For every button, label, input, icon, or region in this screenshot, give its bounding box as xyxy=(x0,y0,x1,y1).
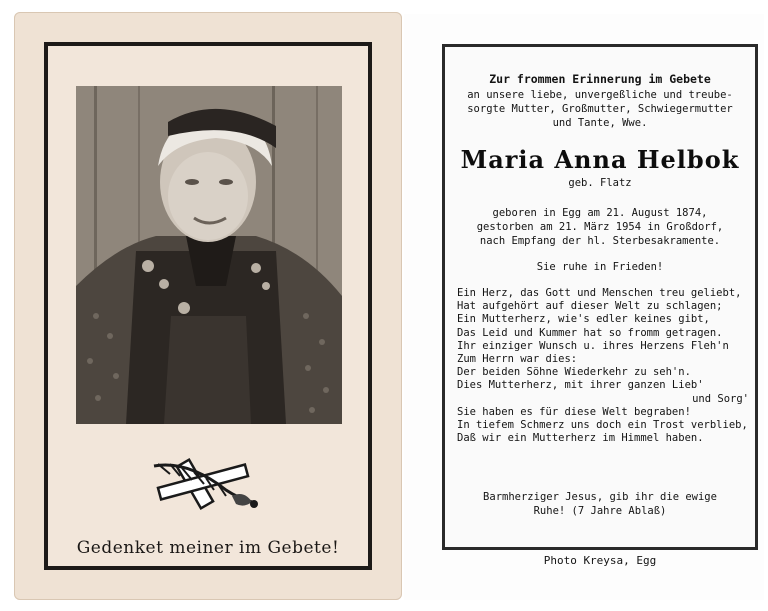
photo-credit: Photo Kreysa, Egg xyxy=(543,554,657,567)
front-caption: Gedenket meiner im Gebete! xyxy=(76,538,340,558)
poem-line: Ein Mutterherz, wie's edler keines gibt, xyxy=(457,313,710,326)
intro-line-1: Zur frommen Erinnerung im Gebete xyxy=(489,72,711,86)
poem-line: und Sorg' xyxy=(692,392,749,405)
maiden-name: geb. Flatz xyxy=(568,177,632,189)
poem-line: Das Leid und Kummer hat so fromm getragen. xyxy=(457,326,723,339)
birth-line: geboren in Egg am 21. August 1874, xyxy=(492,207,708,219)
poem-line: Ein Herz, das Gott und Menschen treu geliebt, xyxy=(457,287,742,299)
poem-line: Der beiden Söhne Wiederkehr zu seh'n. xyxy=(457,366,691,379)
deceased-name: Maria Anna Helbok xyxy=(460,145,740,174)
intro-line-4: und Tante, Wwe. xyxy=(552,117,648,129)
poem-line: In tiefem Schmerz uns doch ein Trost verblieb, xyxy=(457,419,748,432)
poem-block xyxy=(457,287,749,445)
memorial-card-front xyxy=(14,12,402,600)
prayer-line-1: Barmherziger Jesus, gib ihr die ewige xyxy=(483,491,717,503)
poem-line: Ihr einziger Wunsch u. ihres Herzens Fleh'n xyxy=(457,339,729,352)
portrait-photo xyxy=(76,86,342,424)
poem-line: Dies Mutterherz, mit ihrer ganzen Lieb' xyxy=(457,379,704,392)
cross-with-palm-icon xyxy=(148,450,268,512)
poem-line: Zum Herrn war dies: xyxy=(457,353,578,366)
black-border-frame xyxy=(44,42,372,570)
prayer-line-2: Ruhe! (7 Jahre Ablaß) xyxy=(533,505,667,517)
death-line: gestorben am 21. März 1954 in Großdorf, xyxy=(476,221,724,233)
poem-line: Sie haben es für diese Welt begraben! xyxy=(457,405,691,418)
text-border-frame xyxy=(442,44,758,550)
intro-line-2: an unsere liebe, unvergeßliche und treube- xyxy=(467,89,733,101)
poem-line: Daß wir ein Mutterherz im Himmel haben. xyxy=(457,432,704,445)
intro-line-3: sorgte Mutter, Großmutter, Schwiegermutter xyxy=(467,103,733,115)
rest-in-peace: Sie ruhe in Frieden! xyxy=(536,261,664,273)
poem-line: Hat aufgehört auf dieser Welt zu schlagen; xyxy=(457,300,723,313)
memorial-card-back xyxy=(404,14,764,600)
sacraments-line: nach Empfang der hl. Sterbesakramente. xyxy=(479,235,721,247)
